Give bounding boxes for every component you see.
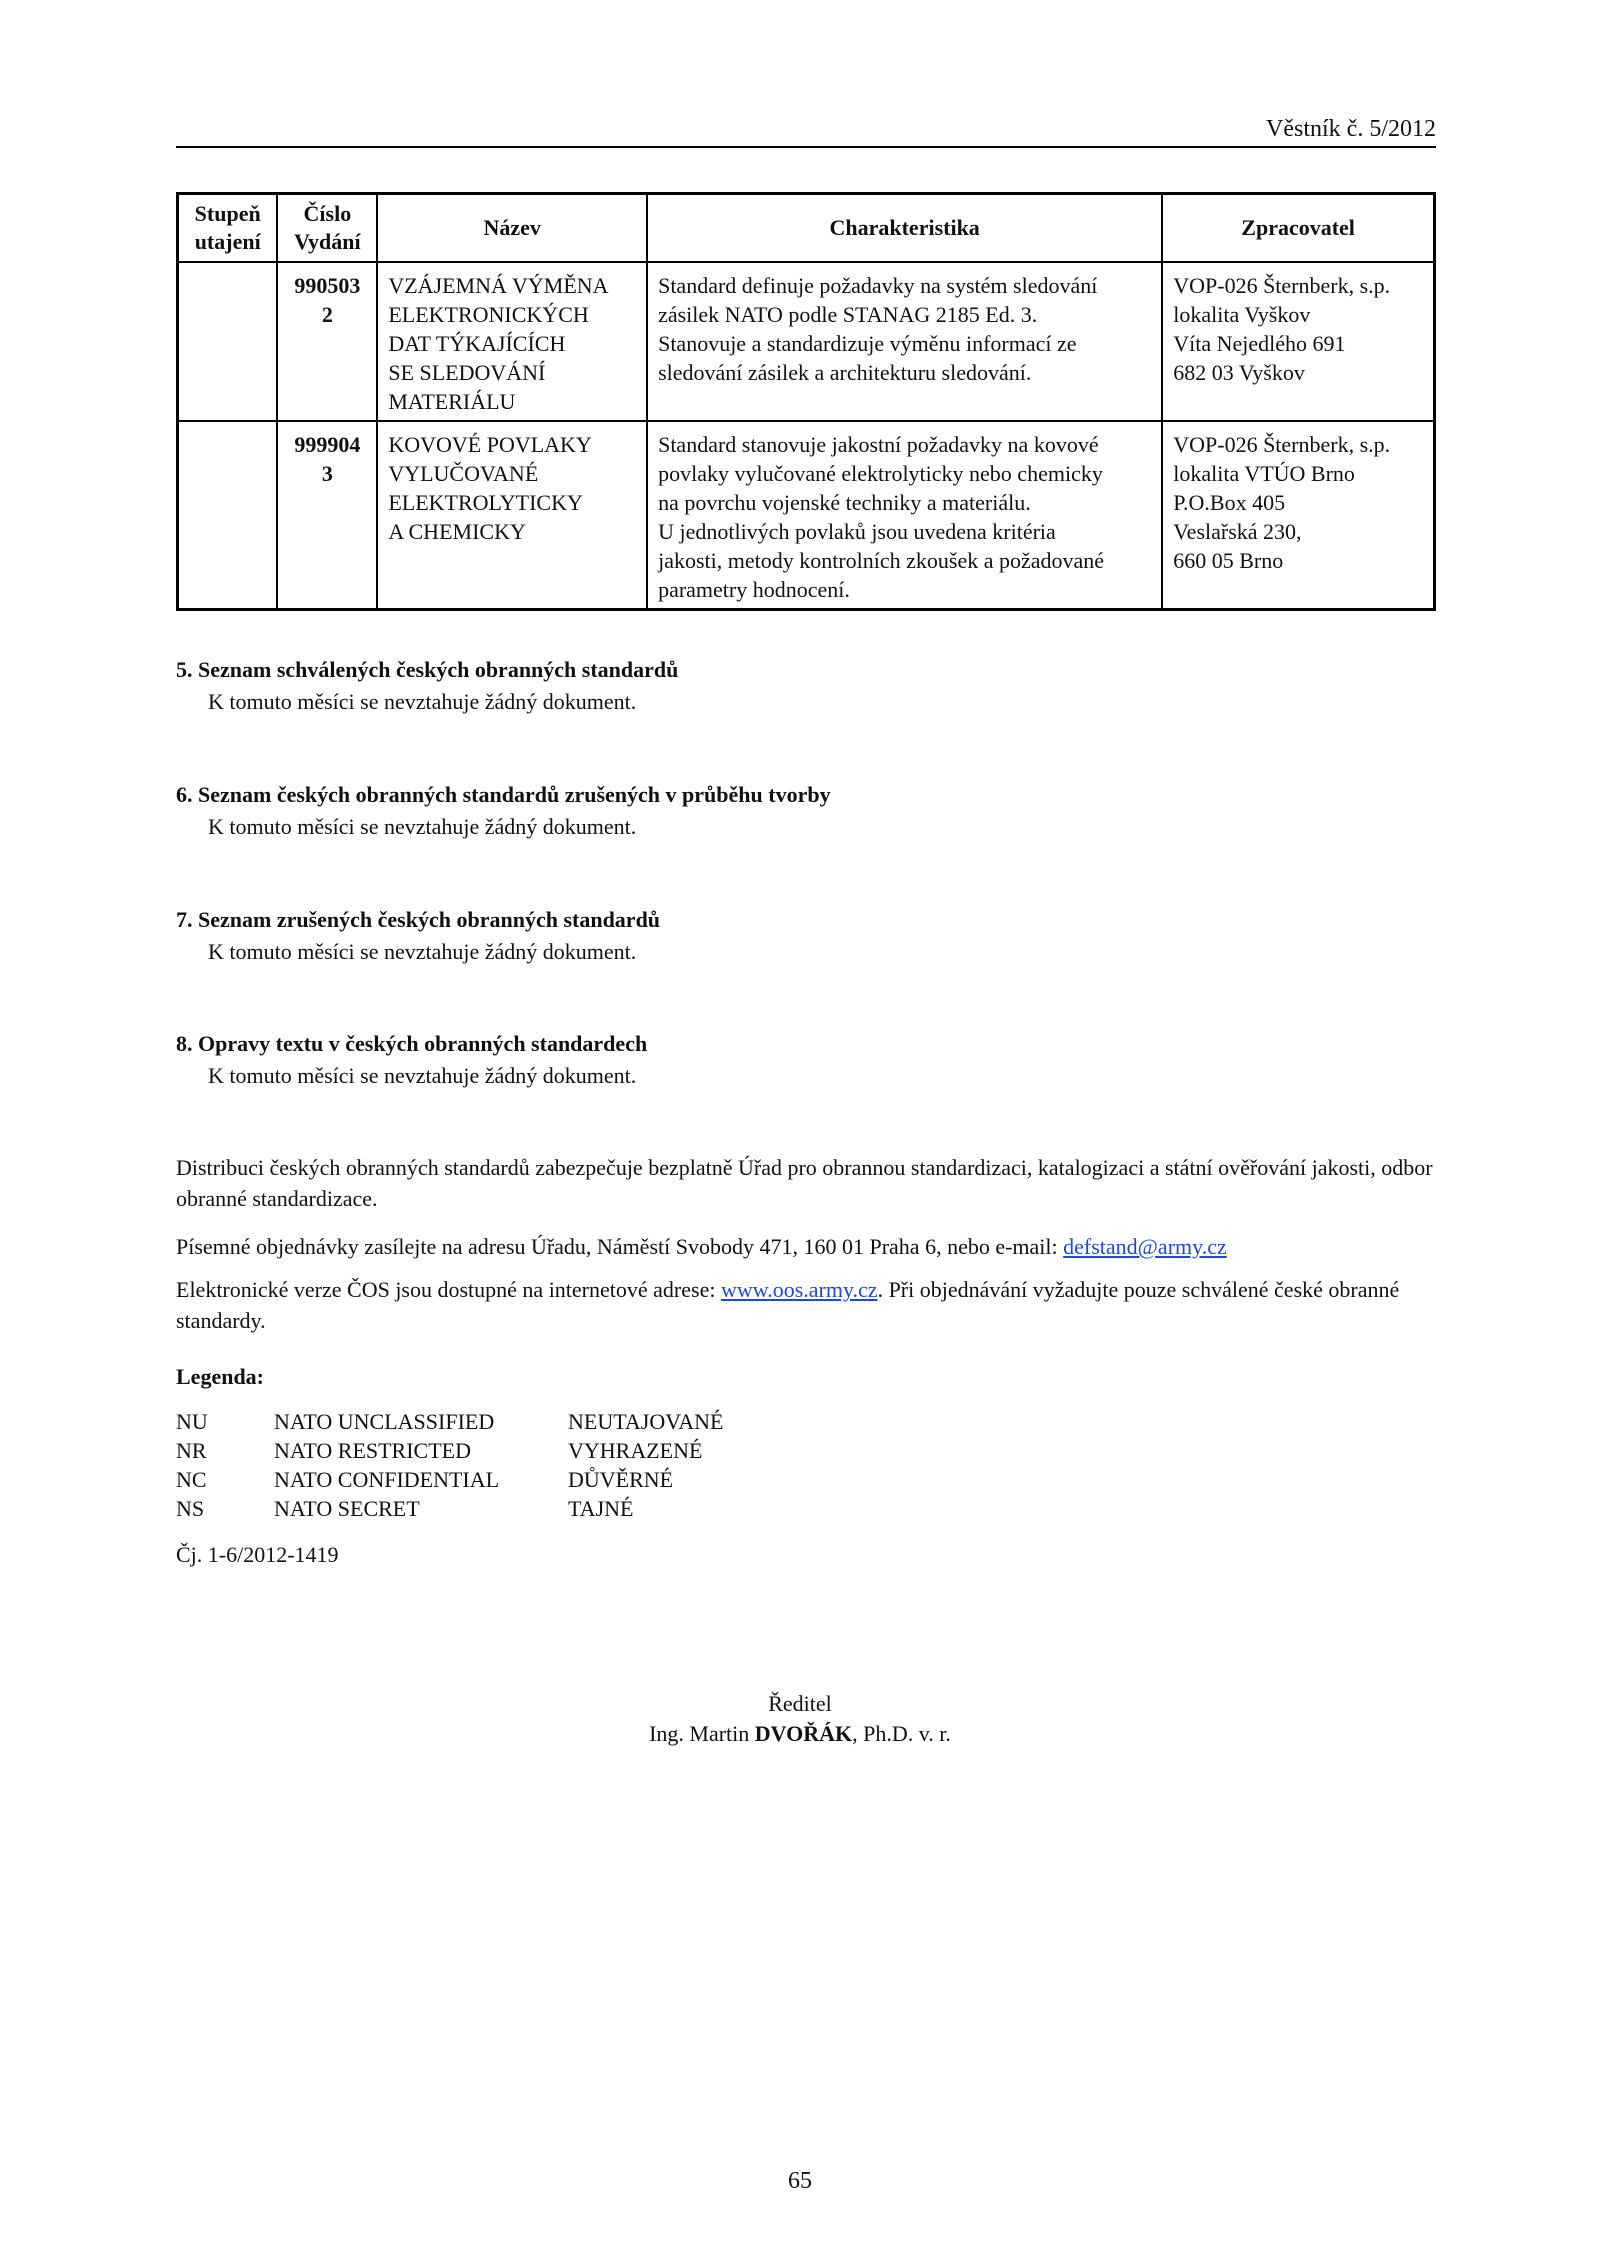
legend-row xyxy=(176,1436,724,1465)
cell-stupen xyxy=(178,421,278,610)
signature-role: Ředitel xyxy=(768,1691,832,1716)
table-row xyxy=(178,421,1435,610)
cell-stupen xyxy=(178,262,278,421)
electronic-paragraph xyxy=(176,1274,1438,1336)
section-body: K tomuto měsíci se nevztahuje žádný dokument. xyxy=(208,1063,637,1088)
legend-czech: TAJNÉ xyxy=(568,1496,634,1521)
legend-nato: NATO RESTRICTED xyxy=(274,1438,471,1463)
orders-paragraph xyxy=(176,1231,1438,1262)
section-title: 8. Opravy textu v českých obranných standardech xyxy=(176,1031,648,1056)
section-6 xyxy=(176,779,831,843)
signature-suffix: , Ph.D. v. r. xyxy=(852,1721,951,1746)
legend-code: NS xyxy=(176,1496,205,1521)
section-body: K tomuto měsíci se nevztahuje žádný dokument. xyxy=(208,939,637,964)
table-row xyxy=(178,262,1435,421)
signature-name xyxy=(0,1719,1600,1749)
section-title: 6. Seznam českých obranných standardů zrušených v průběhu tvorby xyxy=(176,782,831,807)
cell-cislo: 999904 3 xyxy=(277,421,377,610)
signature-prefix: Ing. Martin xyxy=(649,1721,755,1746)
legend-nato: NATO CONFIDENTIAL xyxy=(274,1467,500,1492)
legend-row xyxy=(176,1494,724,1523)
legend-czech: DŮVĚRNÉ xyxy=(568,1467,674,1492)
legend-title: Legenda: xyxy=(176,1364,264,1389)
cell-charakteristika: Standard stanovuje jakostní požadavky na kovové povlaky vylučované elektrolyticky nebo chemicky na povrchu vojenské techniky a materiálu. U jednotlivých povlaků jsou uvedena kritéria jakosti, metody kontrolních zkoušek a požadované parametry hodnocení. xyxy=(647,421,1162,610)
section-8 xyxy=(176,1028,647,1092)
section-title: 7. Seznam zrušených českých obranných standardů xyxy=(176,907,661,932)
standards-table xyxy=(176,192,1436,611)
electronic-text: Elektronické verze ČOS jsou dostupné na internetové adrese: xyxy=(176,1277,721,1302)
legend-czech: VYHRAZENÉ xyxy=(568,1438,703,1463)
legend-code: NR xyxy=(176,1438,207,1463)
col-header-stupen: Stupeň utajení xyxy=(178,194,278,263)
cell-cislo: 990503 2 xyxy=(277,262,377,421)
legend-row xyxy=(176,1407,724,1436)
page-number: 65 xyxy=(788,2168,812,2194)
col-header-charakteristika: Charakteristika xyxy=(647,194,1162,263)
electronic-text-suffix: . Při objednávání vyžadujte pouze schválené české obranné standardy. xyxy=(176,1277,1400,1333)
legend-table xyxy=(176,1407,724,1523)
legend-nato: NATO SECRET xyxy=(274,1496,420,1521)
section-5 xyxy=(176,654,678,718)
col-header-cislo: Číslo Vydání xyxy=(277,194,377,263)
cell-nazev: KOVOVÉ POVLAKY VYLUČOVANÉ ELEKTROLYTICKY A CHEMICKY xyxy=(377,421,647,610)
orders-text: Písemné objednávky zasílejte na adresu Úřadu, Náměstí Svobody 471, 160 01 Praha 6, nebo e-mail: xyxy=(176,1234,1064,1259)
page-header xyxy=(176,110,1436,148)
section-title: 5. Seznam schválených českých obranných standardů xyxy=(176,657,679,682)
signature-surname: DVOŘÁK xyxy=(754,1721,853,1746)
cell-nazev: VZÁJEMNÁ VÝMĚNA ELEKTRONICKÝCH DAT TÝKAJÍCÍCH SE SLEDOVÁNÍ MATERIÁLU xyxy=(377,262,647,421)
section-body: K tomuto měsíci se nevztahuje žádný dokument. xyxy=(208,689,637,714)
section-7 xyxy=(176,904,660,968)
table-header-row xyxy=(178,194,1435,263)
website-link[interactable]: www.oos.army.cz xyxy=(720,1277,878,1302)
cell-zpracovatel: VOP-026 Šternberk, s.p. lokalita Vyškov Víta Nejedlého 691 682 03 Vyškov xyxy=(1162,262,1434,421)
signature-block xyxy=(0,1689,1600,1749)
section-body: K tomuto měsíci se nevztahuje žádný dokument. xyxy=(208,814,637,839)
legend-czech: NEUTAJOVANÉ xyxy=(568,1409,724,1434)
legend-nato: NATO UNCLASSIFIED xyxy=(274,1409,495,1434)
distribution-paragraph: Distribuci českých obranných standardů zabezpečuje bezplatně Úřad pro obrannou standardizaci, katalogizaci a státní ověřování jakosti, odbor obranné standardizace. xyxy=(176,1155,1433,1211)
col-header-zpracovatel: Zpracovatel xyxy=(1162,194,1434,263)
cell-zpracovatel: VOP-026 Šternberk, s.p. lokalita VTÚO Brno P.O.Box 405 Veslařská 230, 660 05 Brno xyxy=(1162,421,1434,610)
reference-number: Čj. 1-6/2012-1419 xyxy=(176,1542,339,1567)
legend-code: NC xyxy=(176,1467,207,1492)
legend-row xyxy=(176,1465,724,1494)
email-link[interactable]: defstand@army.cz xyxy=(1063,1234,1227,1259)
col-header-nazev: Název xyxy=(377,194,647,263)
legend-code: NU xyxy=(176,1409,208,1434)
journal-title: Věstník č. 5/2012 xyxy=(1266,116,1436,142)
cell-charakteristika: Standard definuje požadavky na systém sledování zásilek NATO podle STANAG 2185 Ed. 3. Stanovuje a standardizuje výměnu informací ze sledování zásilek a architekturu sledování. xyxy=(647,262,1162,421)
